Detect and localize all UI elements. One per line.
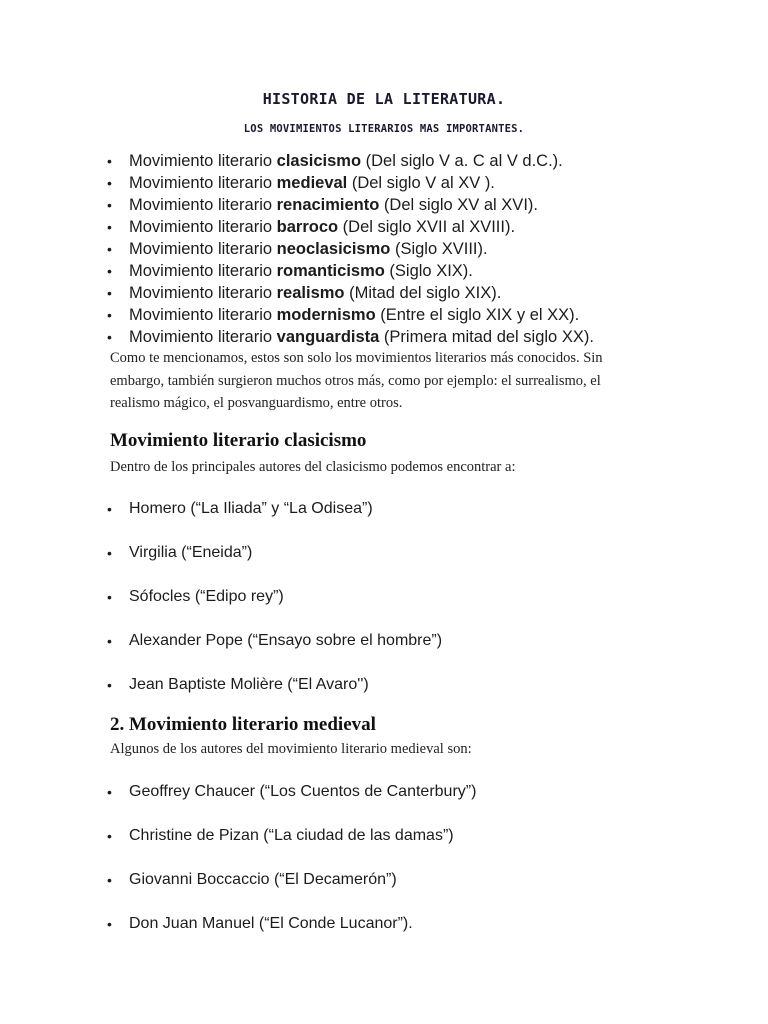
- list-item: • Virgilia (“Eneida”): [107, 542, 727, 586]
- section-heading-medieval: 2. Movimiento literario medieval: [110, 714, 376, 735]
- authors-list-medieval: [107, 781, 727, 957]
- section-heading-clasicismo: Movimiento literario clasicismo: [110, 430, 367, 451]
- section-intro-clasicismo: Dentro de los principales autores del clasicismo podemos encontrar a:: [110, 459, 516, 475]
- list-item: • Giovanni Boccaccio (“El Decamerón”): [107, 869, 727, 913]
- list-item: • Movimiento literario clasicismo (Del siglo V a. C al V d.C.).: [107, 150, 747, 172]
- list-item: • Movimiento literario realismo (Mitad del siglo XIX).: [107, 282, 747, 304]
- list-item: • Sófocles (“Edipo rey”): [107, 586, 727, 630]
- list-item: • Movimiento literario romanticismo (Siglo XIX).: [107, 260, 747, 282]
- list-item: • Homero (“La Iliada” y “La Odisea”): [107, 498, 727, 542]
- summary-paragraph: Como te mencionamos, estos son solo los movimientos literarios más conocidos. Sin embargo, también surgieron muchos otros más, como por ejemplo: el surrealismo, el realismo mágico, el posvanguardismo, entre otros.: [110, 350, 603, 411]
- authors-list-clasicismo: [107, 498, 727, 718]
- document-title: HISTORIA DE LA LITERATURA.: [262, 90, 506, 108]
- list-item: • Geoffrey Chaucer (“Los Cuentos de Canterbury”): [107, 781, 727, 825]
- list-item: • Movimiento literario vanguardista (Primera mitad del siglo XX).: [107, 326, 747, 348]
- movements-list: [107, 150, 747, 348]
- list-item: • Movimiento literario renacimiento (Del siglo XV al XVI).: [107, 194, 747, 216]
- list-item: • Christine de Pizan (“La ciudad de las damas”): [107, 825, 727, 869]
- list-item: • Movimiento literario medieval (Del siglo V al XV ).: [107, 172, 747, 194]
- list-item: • Don Juan Manuel (“El Conde Lucanor”).: [107, 913, 727, 957]
- list-item: • Movimiento literario modernismo (Entre el siglo XIX y el XX).: [107, 304, 747, 326]
- list-item: • Alexander Pope (“Ensayo sobre el hombre”): [107, 630, 727, 674]
- section-intro-medieval: Algunos de los autores del movimiento literario medieval son:: [110, 741, 472, 757]
- list-item: • Jean Baptiste Molière (“El Avaro''): [107, 674, 727, 718]
- document-subtitle: LOS MOVIMIENTOS LITERARIOS MAS IMPORTANTES.: [243, 123, 525, 135]
- list-item: • Movimiento literario neoclasicismo (Siglo XVIII).: [107, 238, 747, 260]
- list-item: • Movimiento literario barroco (Del siglo XVII al XVIII).: [107, 216, 747, 238]
